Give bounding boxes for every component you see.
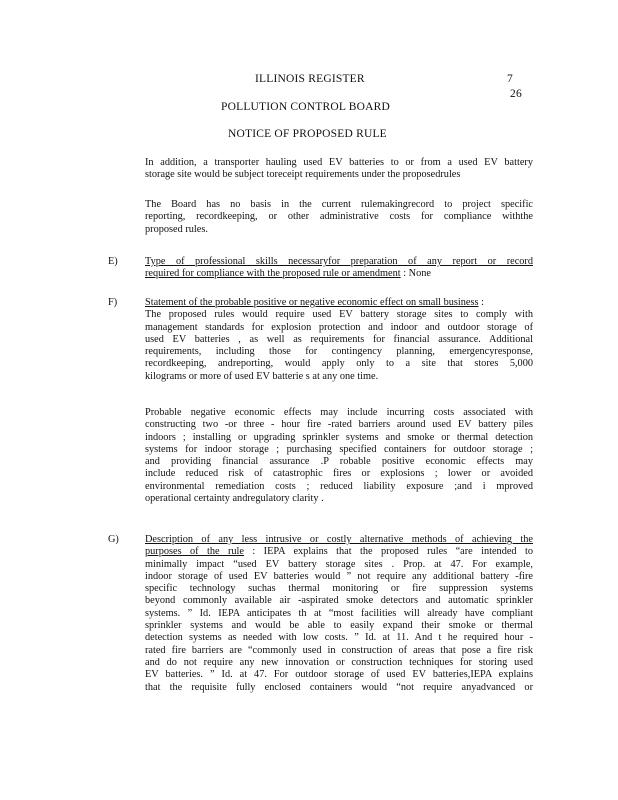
- text-line: proposed rules.: [145, 223, 208, 235]
- text-line: operational certainty andregulatory clarity .: [145, 493, 324, 505]
- text-line: management standards for explosion protection and indoor and outdoor storage of: [145, 321, 533, 333]
- text-line: that the requisite fully enclosed containers would “not require anyadvanced or: [145, 681, 533, 693]
- text-line: The proposed rules would require used EV battery storage sites to comply with: [145, 309, 533, 321]
- page-number-top: 7: [507, 73, 513, 85]
- text-line: The Board has no basis in the current rulemakingrecord to project specific: [145, 199, 533, 210]
- text-line: requirements, including those for contingency planning, emergencyresponse,: [145, 346, 533, 358]
- text-line: rated fire barriers are “commonly used in construction of areas that pose a fire risk: [145, 644, 533, 656]
- section-g-heading-text: purposes of the rule: [145, 546, 244, 558]
- text-line: systems for indoor storage ; purchasing specified containers for outdoor storage ;: [145, 443, 533, 455]
- text-line: include reduced risk of catastrophic fires or explosions ; lower or avoided: [145, 468, 533, 480]
- section-g-label: G): [108, 534, 119, 545]
- section-g: [145, 534, 533, 694]
- text-line: indoors ; installing or upgrading sprinkler systems and smoke or thermal detection: [145, 431, 533, 443]
- paragraph-board-basis: [145, 199, 533, 236]
- section-f-heading-colon: :: [481, 297, 484, 308]
- text-line: In addition, a transporter hauling used EV batteries to or from a used EV battery: [145, 157, 533, 168]
- text-line: recordkeeping, andreporting, would apply only to a site that stores 5,000: [145, 358, 533, 370]
- text-line: specific technology suchas thermal monitoring or fire suppression systems: [145, 583, 533, 595]
- text-line: detection systems as needed with low costs. ” Id. at 11. And t he required hour -: [145, 632, 533, 644]
- section-f: [145, 297, 533, 383]
- text-line: beyond commonly available air -aspirated smoke detectors and automatic sprinkler: [145, 595, 533, 607]
- text-line: storage site would be subject toreceipt requirements under the proposedrules: [145, 169, 461, 181]
- text-line: reporting, recordkeeping, or other administrative costs for compliance withthe: [145, 211, 533, 223]
- section-f-heading: [145, 297, 533, 309]
- page-number-bottom: 26: [510, 88, 522, 100]
- text-line: kilograms or more of used EV batterie s at any one time.: [145, 370, 379, 382]
- section-e-answer: : None: [403, 268, 431, 280]
- text-line: and providing financial assurance .P robable positive economic effects may: [145, 456, 533, 468]
- text-line: constructing two -or three - hour fire -rated barriers around used EV battery piles: [145, 419, 533, 431]
- section-f-probable-effects: [145, 407, 533, 505]
- text-line: minimally impact “used EV battery storage sites . Prop. at 47. For example,: [145, 558, 533, 570]
- board-title: POLLUTION CONTROL BOARD: [221, 101, 391, 113]
- text-line: sprinkler systems and would be able to easily expand their smoke or thermal: [145, 620, 533, 632]
- section-g-heading-end: [145, 546, 533, 558]
- section-e-label: E): [108, 256, 118, 267]
- section-e-heading-text: required for compliance with the proposed rule or amendment: [145, 268, 401, 280]
- section-e-heading: Type of professional skills necessaryfor preparation of any report or record: [145, 256, 533, 267]
- text-line: and do not require any new innovation or construction techniques for storing used: [145, 656, 533, 668]
- section-e-heading-end: [145, 268, 533, 280]
- text-line: systems. ” Id. IEPA anticipates th at “most facilities will already have compliant: [145, 607, 533, 619]
- paragraph-transporter: [145, 157, 533, 182]
- section-e: [145, 256, 533, 281]
- text-line: Probable negative economic effects may include incurring costs associated with: [145, 407, 533, 418]
- register-title: ILLINOIS REGISTER: [255, 73, 365, 85]
- text-line: EV batteries. ” Id. at 47. For outdoor storage of used EV batteries,IEPA explains: [145, 669, 533, 681]
- section-g-heading: Description of any less intrusive or costly alternative methods of achieving the: [145, 534, 533, 545]
- text-line: used EV batteries , as well as requirements for financial assurance. Additional: [145, 333, 533, 345]
- text-line: environmental remediation costs ; reduced liability exposure ;and i mproved: [145, 480, 533, 492]
- notice-title: NOTICE OF PROPOSED RULE: [228, 128, 387, 140]
- text-line: indoor storage of used EV batteries would ” not require any additional battery -fire: [145, 570, 533, 582]
- section-g-heading-tail: : IEPA explains that the proposed rules “are intended to: [252, 546, 533, 558]
- section-f-label: F): [108, 297, 118, 308]
- section-f-heading-text: Statement of the probable positive or negative economic effect on small business: [145, 297, 479, 308]
